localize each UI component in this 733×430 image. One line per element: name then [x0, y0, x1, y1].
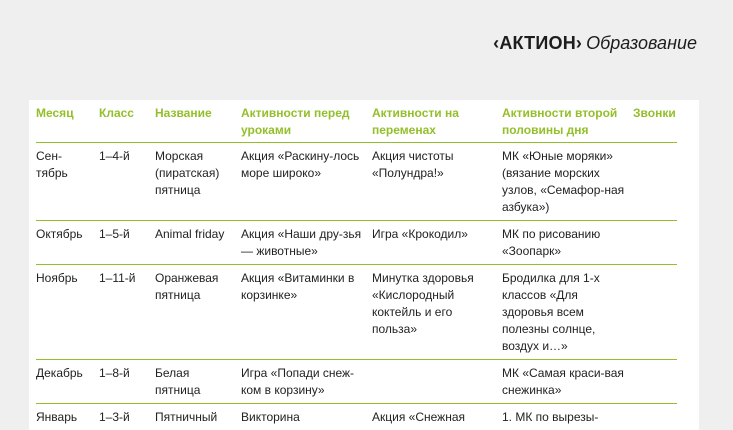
col-before-lessons-header: Активности перед уроками	[241, 105, 372, 143]
cell-before-lessons: Акция «Раскину-лось море широко»	[241, 143, 372, 221]
cell-breaks: Акция «Снежная	[372, 404, 502, 430]
cell-before-lessons: Игра «Попади снеж-ком в корзину»	[241, 360, 372, 404]
cell-grade: 1–4-й	[99, 143, 155, 221]
cell-name: Оранжевая пятница	[155, 265, 241, 360]
cell-afternoon: МК по рисованию «Зоопарк»	[502, 221, 633, 265]
table-row	[36, 404, 677, 430]
table-row	[36, 143, 677, 221]
cell-month: Октябрь	[36, 221, 99, 265]
brand-logo	[493, 33, 697, 54]
brand-subtitle: Образование	[586, 33, 697, 53]
cell-grade: 1–11-й	[99, 265, 155, 360]
col-breaks-header: Активности на переменах	[372, 105, 502, 143]
brand-mark: ‹АКТИОН›	[493, 33, 582, 53]
cell-name: Animal friday	[155, 221, 241, 265]
cell-afternoon: Бродилка для 1-х классов «Для здоровья всем полезны солнце, воздух и…»	[502, 265, 633, 360]
table-row	[36, 360, 677, 404]
table-header-row	[36, 105, 677, 143]
cell-bells	[633, 265, 677, 360]
cell-before-lessons: Акция «Наши дру-зья — животные»	[241, 221, 372, 265]
col-afternoon-header: Активности второй половины дня	[502, 105, 633, 143]
cell-bells	[633, 404, 677, 430]
cell-month: Сен-тябрь	[36, 143, 99, 221]
cell-grade: 1–8-й	[99, 360, 155, 404]
cell-name: Пятничный	[155, 404, 241, 430]
cell-bells	[633, 221, 677, 265]
cell-bells	[633, 143, 677, 221]
col-month-header: Месяц	[36, 105, 99, 143]
cell-month: Ноябрь	[36, 265, 99, 360]
cell-before-lessons: Викторина	[241, 404, 372, 430]
col-name-header: Название	[155, 105, 241, 143]
cell-name: Белая пятница	[155, 360, 241, 404]
cell-grade: 1–5-й	[99, 221, 155, 265]
cell-afternoon: 1. МК по вырезы-	[502, 404, 633, 430]
cell-name: Морская (пиратская) пятница	[155, 143, 241, 221]
cell-breaks	[372, 360, 502, 404]
cell-afternoon: МК «Юные моряки» (вязание морских узлов, «Семафор-ная азбука»)	[502, 143, 633, 221]
cell-month: Декабрь	[36, 360, 99, 404]
cell-before-lessons: Акция «Витаминки в корзинке»	[241, 265, 372, 360]
cell-afternoon: МК «Самая краси-вая снежинка»	[502, 360, 633, 404]
cell-breaks: Акция чистоты «Полундра!»	[372, 143, 502, 221]
schedule-table	[36, 105, 677, 430]
cell-bells	[633, 360, 677, 404]
col-grade-header: Класс	[99, 105, 155, 143]
schedule-sheet	[29, 100, 699, 430]
table-row	[36, 221, 677, 265]
cell-grade: 1–3-й	[99, 404, 155, 430]
table-row	[36, 265, 677, 360]
cell-month: Январь	[36, 404, 99, 430]
cell-breaks: Минутка здоровья «Кислородный коктейль и его польза»	[372, 265, 502, 360]
cell-breaks: Игра «Крокодил»	[372, 221, 502, 265]
col-bells-header: Звонки	[633, 105, 677, 143]
